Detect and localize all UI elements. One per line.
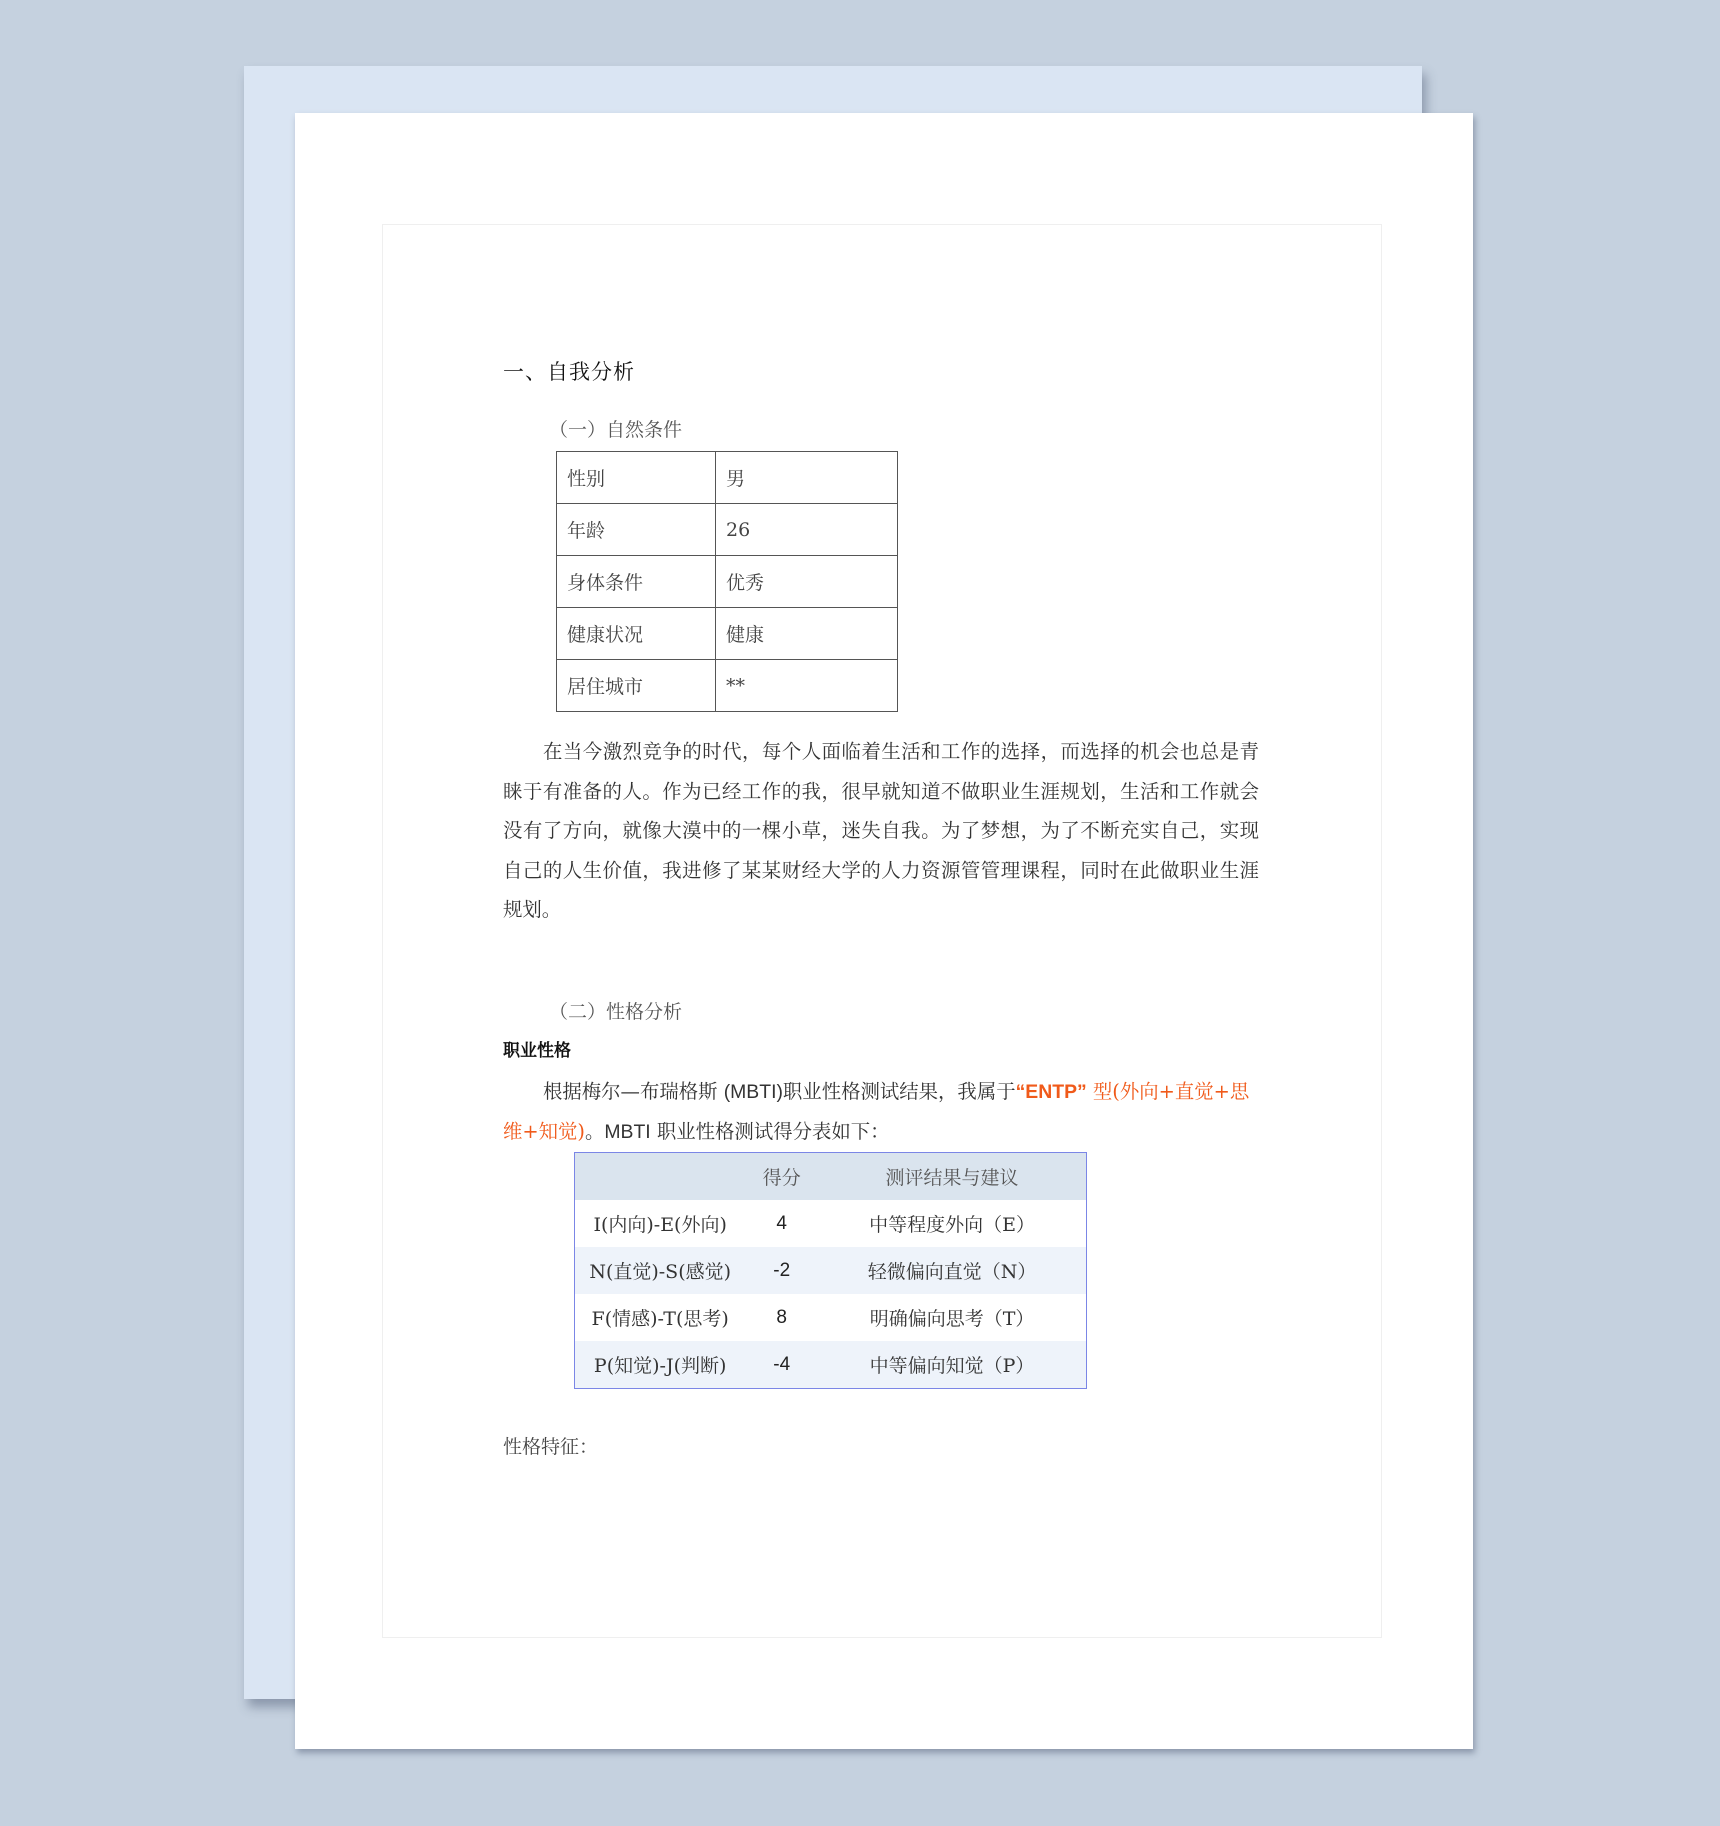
table-cell-key: 居住城市 (557, 660, 716, 712)
mbti-type-description: 型(外向+直觉+思维+知觉) (503, 1080, 1250, 1143)
table-row (557, 504, 898, 556)
table-cell-key: 性别 (557, 452, 716, 504)
table-row (575, 1247, 1087, 1294)
mbti-result-paragraph (503, 1072, 1259, 1152)
table-row (575, 1200, 1087, 1247)
dimension-cell: F(情感)-T(思考) (591, 1308, 729, 1330)
table-header-row (575, 1153, 1087, 1201)
table-cell-value: 26 (716, 504, 898, 556)
table-cell-key: 健康状况 (557, 608, 716, 660)
mbti-text: (MBTI) (723, 1081, 783, 1103)
table-cell-value: ** (716, 660, 898, 712)
table-row (557, 452, 898, 504)
career-personality-title: 职业性格 (503, 1041, 571, 1061)
column-header-score: 得分 (762, 1167, 801, 1189)
table-cell-value: 健康 (716, 608, 898, 660)
natural-conditions-table (556, 451, 898, 712)
column-header-result: 测评结果与建议 (885, 1167, 1019, 1189)
mbti-text: 职业性格测试结果，我属于 (782, 1080, 1016, 1103)
intro-paragraph: 在当今激烈竞争的时代，每个人面临着生活和工作的选择，而选择的机会也总是青睐于有准备的人。作为已经工作的我，很早就知道不做职业生涯规划，生活和工作就会没有了方向，就像大漠中的一棵小草，迷失自我。为了梦想，为了不断充实自己，实现自己的人生价值，我进修了某某财经大学的人力资源管管理课程，同时在此做职业生涯规划。 (503, 740, 1259, 922)
result-cell: 轻微偏向直觉（N） (867, 1261, 1037, 1283)
score-cell: 8 (776, 1306, 787, 1328)
dimension-cell: N(直觉)-S(感觉) (589, 1261, 732, 1283)
table-cell-key: 年龄 (557, 504, 716, 556)
page-content-frame (382, 224, 1382, 1638)
mbti-type-highlight: “ENTP” (1015, 1081, 1087, 1103)
score-cell: -2 (773, 1259, 791, 1281)
table-row (557, 608, 898, 660)
table-row (557, 556, 898, 608)
result-cell: 中等偏向知觉（P） (869, 1355, 1035, 1377)
personality-traits-label: 性格特征： (503, 1436, 599, 1458)
table-cell-key: 身体条件 (557, 556, 716, 608)
score-cell: 4 (776, 1212, 787, 1234)
table-row (575, 1341, 1087, 1389)
table-row (557, 660, 898, 712)
section-heading: 一、自我分析 (503, 360, 635, 384)
mbti-text: 根据梅尔—布瑞格斯 (543, 1080, 724, 1103)
mbti-text: 。 (584, 1120, 605, 1143)
result-cell: 中等程度外向（E） (869, 1214, 1035, 1236)
mbti-text: MBTI (604, 1121, 651, 1143)
column-header-dimension (575, 1153, 746, 1201)
dimension-cell: I(内向)-E(外向) (593, 1214, 727, 1236)
table-cell-value: 优秀 (716, 556, 898, 608)
table-cell-value: 男 (716, 452, 898, 504)
dimension-cell: P(知觉)-J(判断) (593, 1355, 727, 1377)
mbti-score-table (574, 1152, 1087, 1389)
table-row (575, 1294, 1087, 1341)
result-cell: 明确偏向思考（T） (869, 1308, 1035, 1330)
subsection-title-natural-conditions: （一）自然条件 (549, 419, 683, 441)
score-cell: -4 (773, 1353, 791, 1375)
subsection-title-personality: （二）性格分析 (549, 1001, 683, 1023)
mbti-text: 职业性格测试得分表如下： (650, 1120, 890, 1143)
